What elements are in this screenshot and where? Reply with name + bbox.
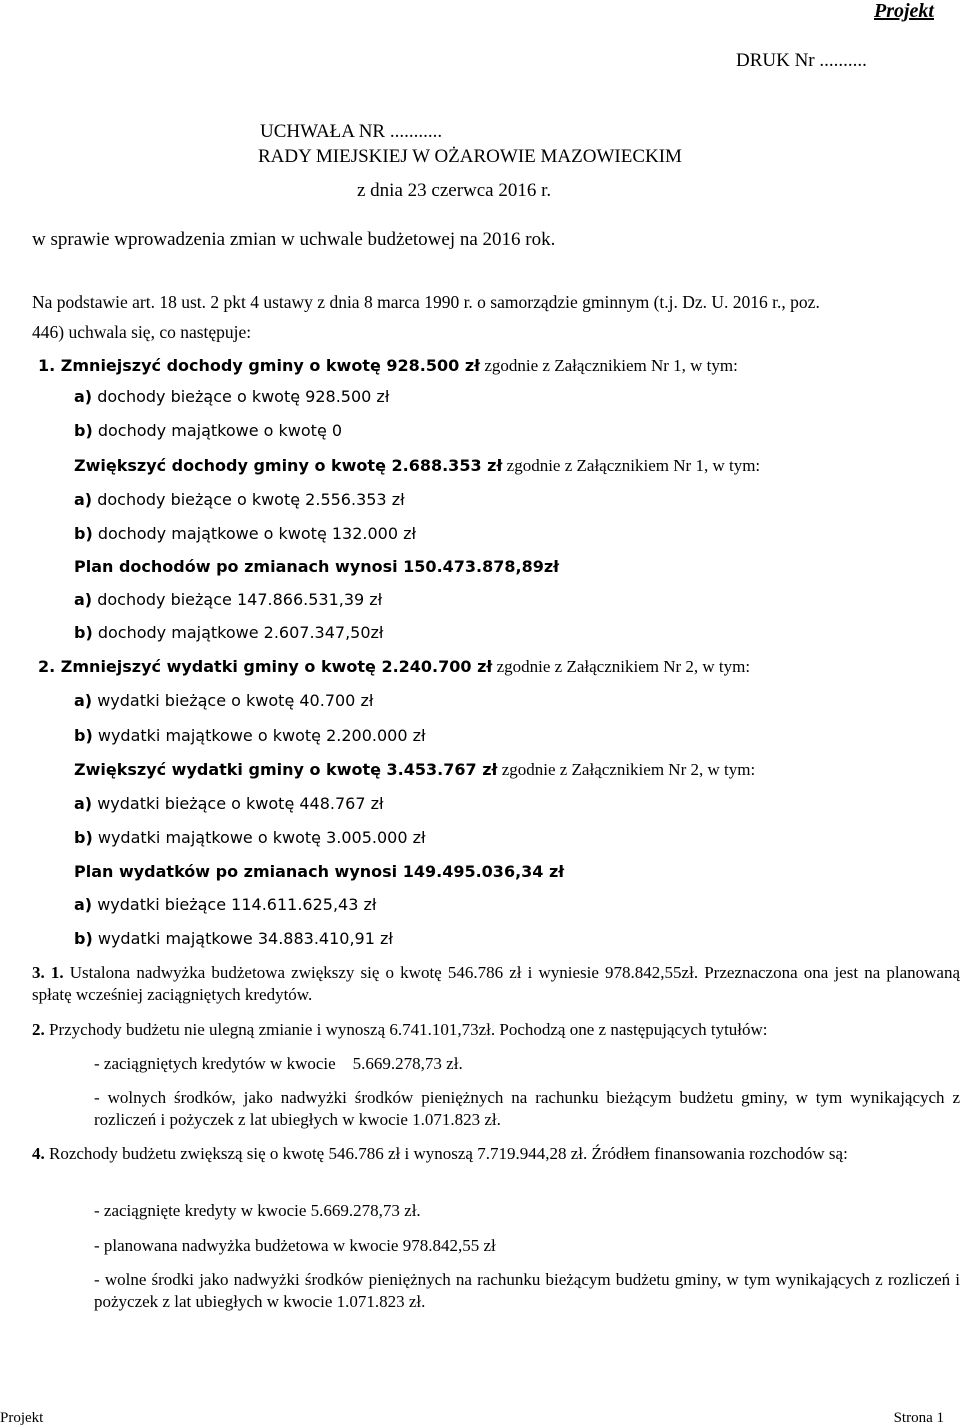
footer-left-label: Projekt (0, 1410, 44, 1426)
section1-capital-income-decrease: b) dochody majątkowe o kwotę 0 (74, 421, 343, 440)
section1-increase-income: Zwiększyć dochody gminy o kwotę 2.688.353 zł zgodnie z Załącznikiem Nr 1, w tym: (74, 456, 761, 475)
section1-income-plan-capital: b) dochody majątkowe 2.607.347,50zł (74, 623, 384, 642)
section2-increase-expenses: Zwiększyć wydatki gminy o kwotę 3.453.767 zł zgodnie z Załącznikiem Nr 2, w tym: (74, 760, 756, 779)
section4-item-surplus: - planowana nadwyżka budżetowa w kwocie 978.842,55 zł (94, 1236, 496, 1255)
section2-current-expenses-decrease: a) wydatki bieżące o kwotę 40.700 zł (74, 691, 374, 710)
section1-capital-income-increase: b) dochody majątkowe o kwotę 132.000 zł (74, 524, 417, 543)
section3-revenues-paragraph: 2. Przychody budżetu nie ulegną zmianie i wynoszą 6.741.101,73zł. Pochodzą one z następujących tytułów: (32, 1020, 768, 1039)
section2-current-expenses-increase: a) wydatki bieżące o kwotę 448.767 zł (74, 794, 384, 813)
section4-item-credits: - zaciągnięte kredyty w kwocie 5.669.278,73 zł. (94, 1201, 421, 1220)
council-name: RADY MIEJSKIEJ W OŻAROWIE MAZOWIECKIM (258, 146, 682, 167)
resolution-number: UCHWAŁA NR ........... (260, 121, 443, 142)
section1-current-income-decrease: a) dochody bieżące o kwotę 928.500 zł (74, 387, 390, 406)
projekt-label: Projekt (874, 0, 934, 22)
resolution-date: z dnia 23 czerwca 2016 r. (357, 180, 552, 201)
resolution-subject: w sprawie wprowadzenia zmian w uchwale budżetowej na 2016 rok. (32, 229, 556, 250)
section3-item-credits: - zaciągniętych kredytów w kwocie 5.669.278,73 zł. (94, 1054, 463, 1073)
section3-surplus-paragraph: 3. 1. Ustalona nadwyżka budżetowa zwiększy się o kwotę 546.786 zł i wyniesie 978.842,55zł. Przeznaczona ona jest na planowaną spłatę wcześniej zaciągniętych kredytów. (32, 963, 960, 1004)
preamble-line-1: Na podstawie art. 18 ust. 2 pkt 4 ustawy z dnia 8 marca 1990 r. o samorządzie gminnym (t.j. Dz. U. 2016 r., poz. (32, 292, 820, 312)
section1-income-plan-current: a) dochody bieżące 147.866.531,39 zł (74, 590, 383, 609)
footer-page-number: Strona 1 (893, 1410, 944, 1426)
druk-number: DRUK Nr .......... (736, 50, 867, 71)
section2-capital-expenses-decrease: b) wydatki majątkowe o kwotę 2.200.000 zł (74, 726, 426, 745)
section1-decrease-income: 1. Zmniejszyć dochody gminy o kwotę 928.500 zł zgodnie z Załącznikiem Nr 1, w tym: (38, 356, 738, 375)
section1-current-income-increase: a) dochody bieżące o kwotę 2.556.353 zł (74, 490, 405, 509)
section1-income-plan: Plan dochodów po zmianach wynosi 150.473.878,89zł (74, 557, 560, 576)
section4-item-free-funds: - wolne środki jako nadwyżki środków pieniężnych na rachunku bieżącym budżetu gminy, w tym wynikających z rozliczeń i pożyczek z lat ubiegłych w kwocie 1.071.823 zł. (94, 1270, 960, 1311)
section2-capital-expenses-increase: b) wydatki majątkowe o kwotę 3.005.000 zł (74, 828, 426, 847)
preamble-line-2: 446) uchwala się, co następuje: (32, 322, 252, 342)
section2-decrease-expenses: 2. Zmniejszyć wydatki gminy o kwotę 2.240.700 zł zgodnie z Załącznikiem Nr 2, w tym: (38, 657, 751, 676)
section3-item-free-funds: - wolnych środków, jako nadwyżki środków pieniężnych na rachunku bieżącym budżetu gminy, w tym wynikających z rozliczeń i pożyczek z lat ubiegłych w kwocie 1.071.823 zł. (94, 1088, 960, 1129)
section4-expenditures-paragraph: 4. Rozchody budżetu zwiększą się o kwotę 546.786 zł i wynoszą 7.719.944,28 zł. Źródłem finansowania rozchodów są: (32, 1144, 848, 1163)
section2-expenses-plan: Plan wydatków po zmianach wynosi 149.495.036,34 zł (74, 862, 565, 881)
section2-expenses-plan-current: a) wydatki bieżące 114.611.625,43 zł (74, 895, 377, 914)
section2-expenses-plan-capital: b) wydatki majątkowe 34.883.410,91 zł (74, 929, 393, 948)
